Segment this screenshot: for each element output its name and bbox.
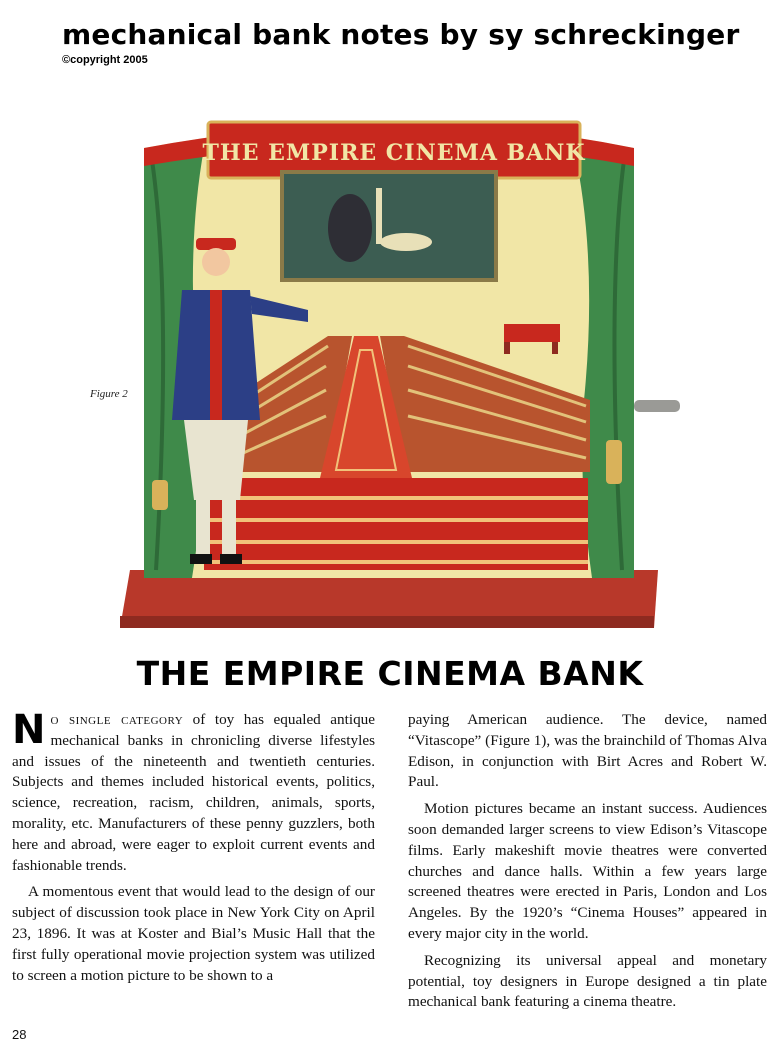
figure-caption: Figure 2 — [90, 388, 128, 400]
article-column-right — [408, 710, 767, 1013]
copyright-notice: ©copyright 2005 — [62, 54, 148, 66]
paragraph-2: A momentous event that would lead to the design of our subject of discussion took place in New York City on April 23, 1896. It was at Koster and Bial’s Music Hall that the first fully operational movie projection system was utilized to screen a motion picture to be shown to a — [12, 883, 375, 984]
marquee-text: THE EMPIRE CINEMA BANK — [202, 140, 586, 166]
paragraph-3: paying American audience. The device, named “Vitascope” (Figure 1), was the brainchild of Thomas Alva Edison, in conjunction with Birt Acres and Robert W. Paul. — [408, 711, 767, 791]
empire-cinema-bank-photo — [112, 100, 692, 640]
front-steps — [204, 478, 588, 570]
paragraph-1 — [12, 707, 375, 876]
page-header-title: mechanical bank notes by sy schreckinger — [62, 18, 740, 51]
crank-handle — [634, 400, 680, 412]
page-number: 28 — [12, 1027, 27, 1042]
paragraph-4: Motion pictures became an instant success. Audiences soon demanded larger screens to view Edison’s Vitascope films. Early makeshift movie theatres were converted churches and dance halls. Within a few years large screened theatres were erected in Paris, London and Los Angeles. By the 1920’s “Cinema Houses” appeared in every major city in the world. — [408, 800, 767, 942]
article-title: THE EMPIRE CINEMA BANK — [136, 654, 644, 693]
lead-smallcaps: o single category — [50, 711, 184, 728]
paragraph-5: Recognizing its universal appeal and monetary potential, toy designers in Europe designed a tin plate mechanical bank featuring a cinema theatre. — [408, 951, 767, 1011]
drop-cap: N — [12, 707, 46, 753]
article-column-left — [12, 707, 375, 986]
piano — [504, 324, 560, 342]
projection-screen — [282, 172, 496, 280]
paragraph-1-text: of toy has equaled antique mechanical banks in chronicling diverse lifestyles and issues of the nineteenth and twentieth centuries. Subjects and themes included historical events, politics, science, recreation, racism, children, animals, sports, morality, etc. Manufacturers of these penny guzzlers, both here and abroad, were eager to exploit current events and fashionable trends. — [12, 711, 375, 874]
